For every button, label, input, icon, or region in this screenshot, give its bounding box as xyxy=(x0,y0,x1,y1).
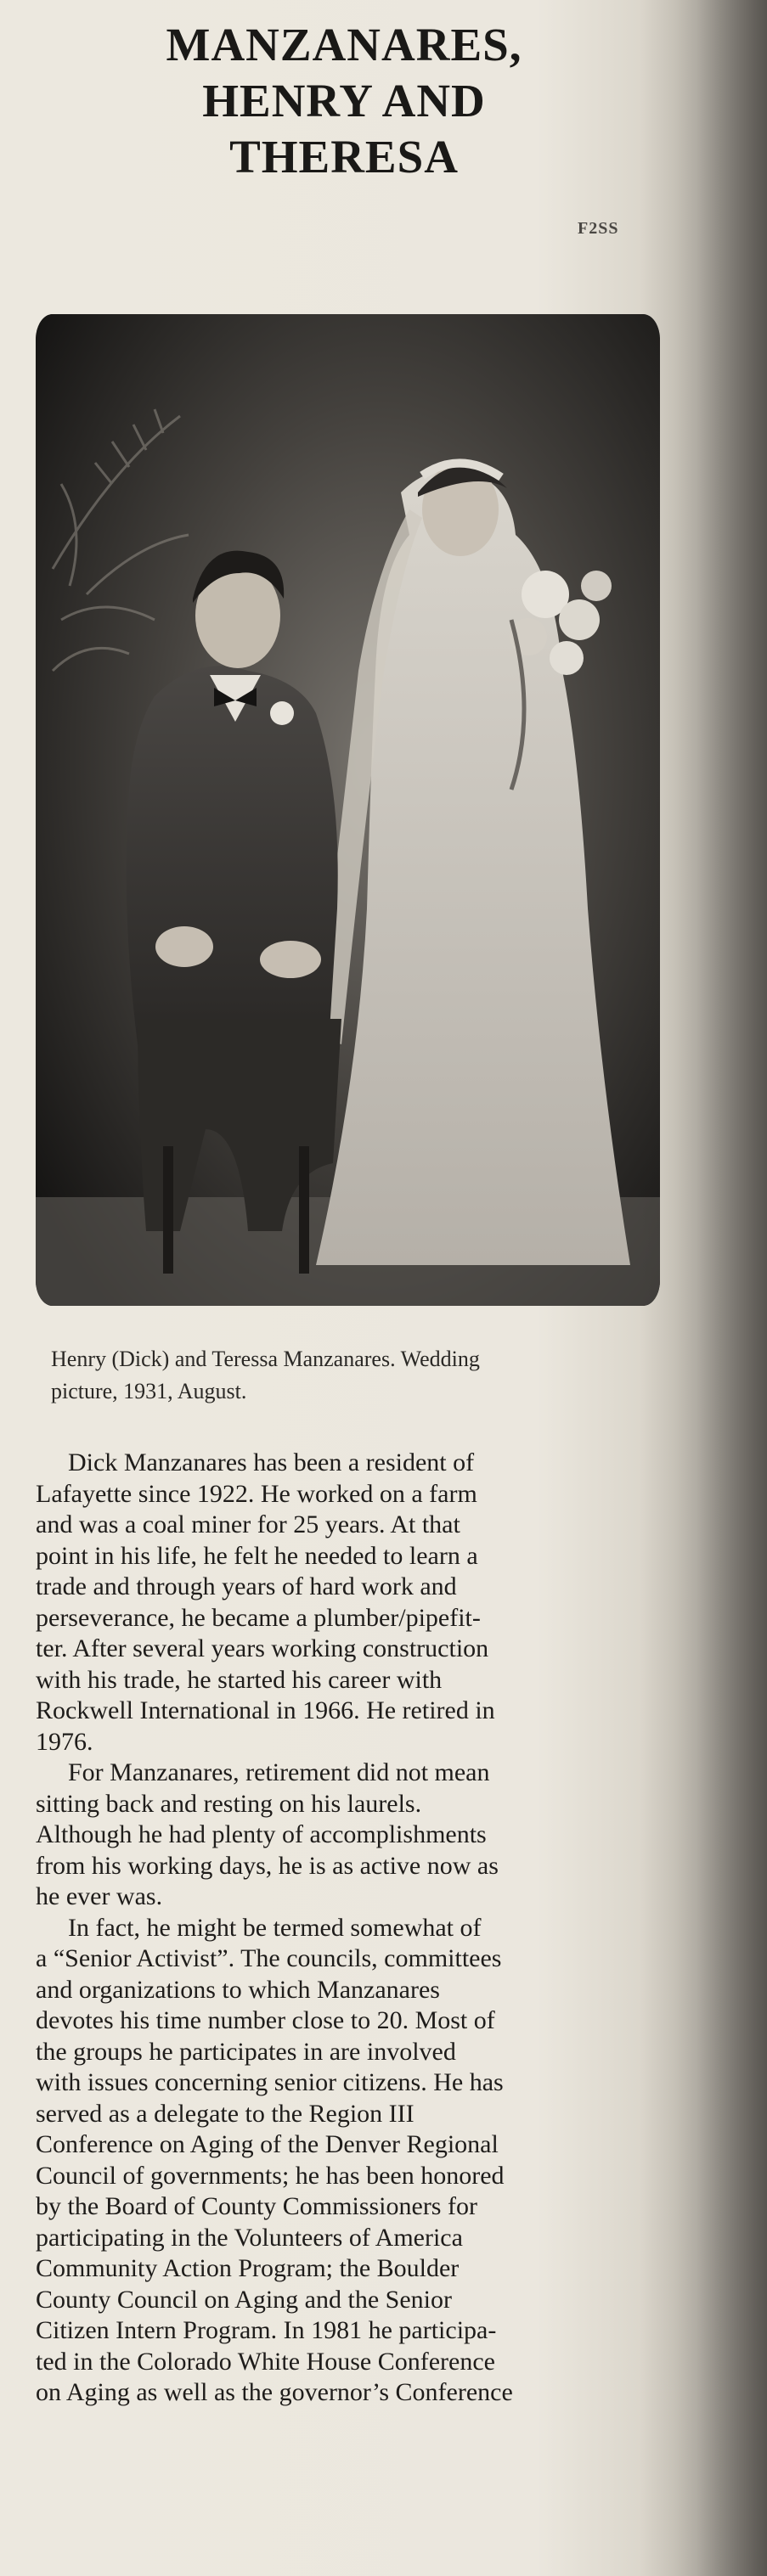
caption-line-1: Henry (Dick) and Teressa Manzanares. Wedding xyxy=(51,1347,480,1371)
body-line: he ever was. xyxy=(36,1882,163,1910)
body-line: sitting back and resting on his laurels. xyxy=(36,1789,422,1818)
title-line-2: HENRY AND xyxy=(202,75,486,127)
body-line: point in his life, he felt he needed to learn a xyxy=(36,1541,478,1570)
article-body xyxy=(36,1448,681,2409)
body-line: For Manzanares, retirement did not mean xyxy=(68,1758,490,1786)
body-line: and organizations to which Manzanares xyxy=(36,1975,440,2004)
body-line: County Council on Aging and the Senior xyxy=(36,2285,452,2314)
body-line: with his trade, he started his career with xyxy=(36,1665,443,1694)
body-line: Community Action Program; the Boulder xyxy=(36,2254,460,2282)
body-line: and was a coal miner for 25 years. At that xyxy=(36,1510,460,1538)
body-line: on Aging as well as the governor’s Conference xyxy=(36,2378,513,2406)
body-line: by the Board of County Commissioners for xyxy=(36,2192,477,2220)
body-line: Conference on Aging of the Denver Regional xyxy=(36,2130,499,2158)
body-line: Citizen Intern Program. In 1981 he participa- xyxy=(36,2316,497,2344)
wedding-photo-illustration xyxy=(36,314,660,1306)
body-line: Lafayette since 1922. He worked on a farm xyxy=(36,1479,477,1508)
body-line: Although he had plenty of accomplishments xyxy=(36,1820,487,1848)
photo-caption xyxy=(51,1343,680,1408)
body-line: 1976. xyxy=(36,1727,93,1756)
body-line: from his working days, he is as active now as xyxy=(36,1851,499,1880)
body-line: In fact, he might be termed somewhat of xyxy=(68,1913,482,1942)
body-line: trade and through years of hard work and xyxy=(36,1572,457,1600)
article-title xyxy=(34,17,654,185)
body-line: ted in the Colorado White House Conference xyxy=(36,2347,495,2376)
title-line-3: THERESA xyxy=(229,131,459,183)
body-line: a “Senior Activist”. The councils, committees xyxy=(36,1944,502,1972)
body-line: served as a delegate to the Region III xyxy=(36,2099,415,2128)
body-line: devotes his time number close to 20. Most of xyxy=(36,2006,495,2034)
title-line-1: MANZANARES, xyxy=(166,19,522,70)
body-line: Dick Manzanares has been a resident of xyxy=(68,1448,475,1476)
caption-line-2: picture, 1931, August. xyxy=(51,1379,247,1403)
page-code: F2SS xyxy=(578,219,619,238)
body-line: with issues concerning senior citizens. He has xyxy=(36,2068,504,2096)
body-line: ter. After several years working construction xyxy=(36,1634,489,1662)
body-line: participating in the Volunteers of America xyxy=(36,2223,463,2252)
body-line: the groups he participates in are involved xyxy=(36,2037,456,2066)
body-line: perseverance, he became a plumber/pipefit- xyxy=(36,1603,481,1632)
groom-suit xyxy=(127,666,338,1044)
body-line: Council of governments; he has been honored xyxy=(36,2161,505,2190)
body-line: Rockwell International in 1966. He retired in xyxy=(36,1696,495,1724)
wedding-photo xyxy=(36,314,660,1306)
